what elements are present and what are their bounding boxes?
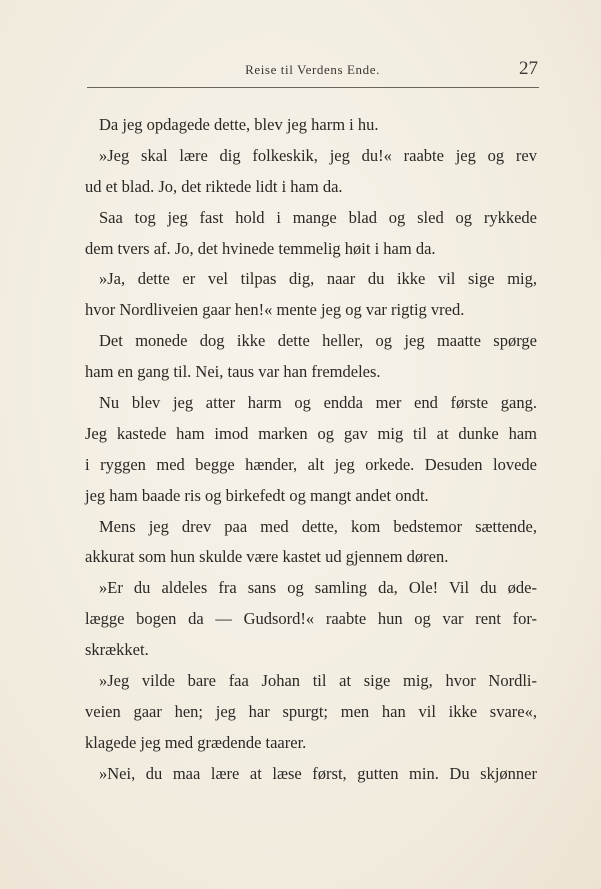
text-line: »Jeg skal lære dig folkeskik, jeg du!« raabte jeg og rev <box>99 145 537 165</box>
text-line: ham en gang til. Nei, taus var han fremdeles. <box>85 362 381 382</box>
text-line: Jeg kastede ham imod marken og gav mig til at dunke ham <box>85 423 537 443</box>
text-line: hvor Nordliveien gaar hen!« mente jeg og var rigtig vred. <box>85 300 465 320</box>
text-line: Det monede dog ikke dette heller, og jeg maatte spørge <box>99 331 537 351</box>
text-line: »Er du aldeles fra sans og samling da, Ole! Vil du øde- <box>99 578 537 598</box>
text-line: »Jeg vilde bare faa Johan til at sige mig, hvor Nordli- <box>99 671 537 691</box>
running-title: Reise til Verdens Ende. <box>245 62 380 77</box>
running-header <box>85 60 540 84</box>
header-rule <box>87 87 539 88</box>
text-line: Saa tog jeg fast hold i mange blad og sled og rykkede <box>99 207 537 227</box>
text-line: »Nei, du maa lære at læse først, gutten min. Du skjønner <box>99 763 537 783</box>
text-line: i ryggen med begge hænder, alt jeg orkede. Desuden lovede <box>85 454 537 474</box>
text-line: ud et blad. Jo, det riktede lidt i ham da. <box>85 176 343 196</box>
text-line: Mens jeg drev paa med dette, kom bedstemor sættende, <box>99 516 537 536</box>
text-line: Da jeg opdagede dette, blev jeg harm i hu. <box>99 115 379 134</box>
text-line: jeg ham baade ris og birkefedt og mangt andet ondt. <box>85 485 429 505</box>
text-line: veien gaar hen; jeg har spurgt; men han vil ikke svare«, <box>85 701 537 721</box>
text-line: »Ja, dette er vel tilpas dig, naar du ikke vil sige mig, <box>99 269 537 289</box>
text-line: dem tvers af. Jo, det hvinede temmelig høit i ham da. <box>85 238 436 258</box>
text-line: skrækket. <box>85 640 149 660</box>
text-line: Nu blev jeg atter harm og endda mer end første gang. <box>99 393 537 413</box>
page-number: 27 <box>519 58 538 79</box>
text-line: lægge bogen da — Gudsord!« raabte hun og var rent for- <box>85 609 537 629</box>
text-line: akkurat som hun skulde være kastet ud gjennem døren. <box>85 547 449 567</box>
body-text <box>85 110 537 790</box>
text-line: klagede jeg med grædende taarer. <box>85 732 307 752</box>
